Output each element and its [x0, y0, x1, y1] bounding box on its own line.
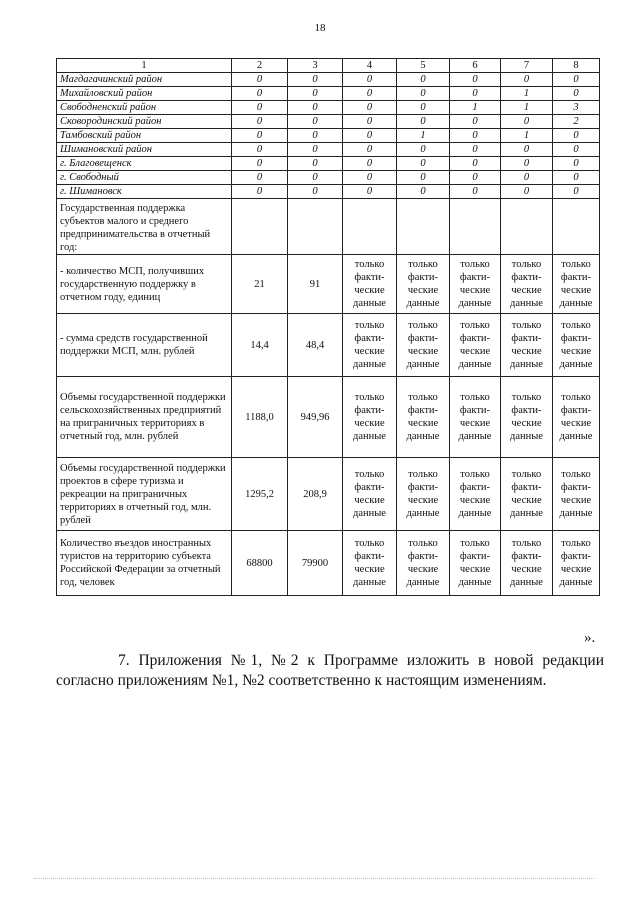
- indicator-label: - количество МСП, получивших государственную поддержку в отчетном году, единиц: [57, 255, 232, 314]
- table-cell: 0: [450, 87, 501, 101]
- column-header: 4: [343, 59, 397, 73]
- table-cell: 1: [450, 101, 501, 115]
- table-cell: 3: [553, 101, 600, 115]
- note-cell: только факти-ческие данные: [501, 314, 553, 377]
- note-cell: только факти-ческие данные: [553, 531, 600, 596]
- indicator-label: Объемы государственной поддержки сельскохозяйственных предприятий на приграничных территориях в отчетный год, млн. рублей: [57, 377, 232, 458]
- note-cell: только факти-ческие данные: [397, 377, 450, 458]
- empty-cell: [450, 199, 501, 255]
- table-cell: 0: [397, 87, 450, 101]
- table-cell: 0: [450, 129, 501, 143]
- note-cell: только факти-ческие данные: [343, 377, 397, 458]
- district-name: г. Шимановск: [57, 185, 232, 199]
- table-cell: 0: [397, 73, 450, 87]
- column-header: 7: [501, 59, 553, 73]
- table-cell: 0: [288, 157, 343, 171]
- table-cell: 1: [501, 129, 553, 143]
- indicator-value: 68800: [232, 531, 288, 596]
- indicator-value: 79900: [288, 531, 343, 596]
- note-cell: только факти-ческие данные: [501, 377, 553, 458]
- district-name: г. Благовещенск: [57, 157, 232, 171]
- table-cell: 0: [553, 157, 600, 171]
- amendment-paragraph: 7. Приложения №1, №2 к Программе изложить в новой редакции согласно приложениям №1, №2 соответственно к настоящим изменениям.: [56, 652, 604, 689]
- table-cell: 0: [450, 171, 501, 185]
- note-cell: только факти-ческие данные: [343, 255, 397, 314]
- table-cell: 0: [232, 115, 288, 129]
- table-cell: 0: [501, 143, 553, 157]
- indicator-value: 21: [232, 255, 288, 314]
- indicator-value: 14,4: [232, 314, 288, 377]
- table-cell: 0: [343, 171, 397, 185]
- scan-dotted-edge: [34, 878, 594, 879]
- district-name: Магдагачинский район: [57, 73, 232, 87]
- table-cell: 0: [232, 143, 288, 157]
- table-cell: 1: [501, 101, 553, 115]
- note-cell: только факти-ческие данные: [397, 531, 450, 596]
- indicator-row: [57, 531, 600, 596]
- table-row: [57, 143, 600, 157]
- header-row: [57, 59, 600, 73]
- note-cell: только факти-ческие данные: [343, 458, 397, 531]
- table-cell: 0: [343, 143, 397, 157]
- table-cell: 0: [397, 101, 450, 115]
- note-cell: только факти-ческие данные: [450, 377, 501, 458]
- empty-cell: [397, 199, 450, 255]
- indicator-value: 1295,2: [232, 458, 288, 531]
- note-cell: только факти-ческие данные: [553, 255, 600, 314]
- table-row: [57, 115, 600, 129]
- table-cell: 0: [343, 73, 397, 87]
- table-row: [57, 157, 600, 171]
- table-cell: 0: [397, 143, 450, 157]
- indicator-row: [57, 377, 600, 458]
- empty-cell: [553, 199, 600, 255]
- indicator-label: Объемы государственной поддержки проектов в сфере туризма и рекреации на приграничных территориях в отчетный год, млн. рублей: [57, 458, 232, 531]
- table-cell: 0: [343, 129, 397, 143]
- indicator-label: Количество въездов иностранных туристов на территорию субъекта Российской Федерации за отчетный год, человек: [57, 531, 232, 596]
- table-row: [57, 129, 600, 143]
- table-cell: 0: [288, 143, 343, 157]
- column-header: 1: [57, 59, 232, 73]
- table-cell: 2: [553, 115, 600, 129]
- note-cell: только факти-ческие данные: [343, 531, 397, 596]
- note-cell: только факти-ческие данные: [501, 531, 553, 596]
- indicator-label: - сумма средств государственной поддержки МСП, млн. рублей: [57, 314, 232, 377]
- note-cell: только факти-ческие данные: [397, 255, 450, 314]
- table-cell: 0: [343, 87, 397, 101]
- indicator-value: 1188,0: [232, 377, 288, 458]
- table-cell: 0: [343, 157, 397, 171]
- table-cell: 0: [288, 185, 343, 199]
- note-cell: только факти-ческие данные: [450, 255, 501, 314]
- table-cell: 0: [397, 171, 450, 185]
- table-cell: 0: [450, 115, 501, 129]
- table-cell: 0: [397, 157, 450, 171]
- table-cell: 0: [501, 73, 553, 87]
- table-cell: 0: [501, 157, 553, 171]
- empty-cell: [343, 199, 397, 255]
- table-cell: 0: [450, 73, 501, 87]
- district-name: Сковородинский район: [57, 115, 232, 129]
- table-cell: 1: [397, 129, 450, 143]
- note-cell: только факти-ческие данные: [501, 255, 553, 314]
- district-name: Тамбовский район: [57, 129, 232, 143]
- note-cell: только факти-ческие данные: [397, 458, 450, 531]
- table-cell: 0: [288, 73, 343, 87]
- table-cell: 0: [288, 87, 343, 101]
- table-cell: 0: [450, 157, 501, 171]
- table-row: [57, 171, 600, 185]
- table-cell: 0: [501, 171, 553, 185]
- empty-cell: [288, 199, 343, 255]
- empty-cell: [232, 199, 288, 255]
- indicator-value: 208,9: [288, 458, 343, 531]
- column-header: 6: [450, 59, 501, 73]
- table-cell: 0: [288, 129, 343, 143]
- table-row: [57, 101, 600, 115]
- table-cell: 0: [553, 129, 600, 143]
- table-cell: 0: [553, 143, 600, 157]
- note-cell: только факти-ческие данные: [397, 314, 450, 377]
- note-cell: только факти-ческие данные: [553, 458, 600, 531]
- table-row: [57, 73, 600, 87]
- table-cell: 0: [288, 101, 343, 115]
- table-cell: 0: [232, 73, 288, 87]
- closing-quote: ».: [584, 630, 596, 646]
- table-row: [57, 87, 600, 101]
- column-header: 8: [553, 59, 600, 73]
- table-cell: 0: [232, 101, 288, 115]
- table-cell: 0: [553, 185, 600, 199]
- column-header: 3: [288, 59, 343, 73]
- indicator-value: 949,96: [288, 377, 343, 458]
- table-cell: 1: [501, 87, 553, 101]
- table-cell: 0: [397, 185, 450, 199]
- note-cell: только факти-ческие данные: [450, 458, 501, 531]
- indicator-row: [57, 458, 600, 531]
- table-cell: 0: [501, 185, 553, 199]
- note-cell: только факти-ческие данные: [553, 314, 600, 377]
- indicator-row: [57, 255, 600, 314]
- indicator-value: 91: [288, 255, 343, 314]
- table-cell: 0: [450, 143, 501, 157]
- indicator-table: [56, 58, 600, 596]
- table-cell: 0: [288, 171, 343, 185]
- table-cell: 0: [343, 101, 397, 115]
- note-cell: только факти-ческие данные: [343, 314, 397, 377]
- section-header: Государственная поддержка субъектов малого и среднего предпринимательства в отчетный год:: [57, 199, 232, 255]
- table-cell: 0: [232, 185, 288, 199]
- note-cell: только факти-ческие данные: [553, 377, 600, 458]
- table-body: [57, 59, 600, 596]
- indicator-value: 48,4: [288, 314, 343, 377]
- empty-cell: [501, 199, 553, 255]
- note-cell: только факти-ческие данные: [450, 314, 501, 377]
- table-cell: 0: [343, 185, 397, 199]
- district-name: Михайловский район: [57, 87, 232, 101]
- table-cell: 0: [232, 157, 288, 171]
- table-cell: 0: [343, 115, 397, 129]
- table-cell: 0: [232, 87, 288, 101]
- table-row: [57, 185, 600, 199]
- table-cell: 0: [288, 115, 343, 129]
- note-cell: только факти-ческие данные: [501, 458, 553, 531]
- district-name: Свободненский район: [57, 101, 232, 115]
- table-cell: 0: [501, 115, 553, 129]
- column-header: 5: [397, 59, 450, 73]
- note-cell: только факти-ческие данные: [450, 531, 501, 596]
- table-cell: 0: [232, 171, 288, 185]
- table-cell: 0: [553, 87, 600, 101]
- table-cell: 0: [232, 129, 288, 143]
- indicator-row: [57, 314, 600, 377]
- district-name: г. Свободный: [57, 171, 232, 185]
- column-header: 2: [232, 59, 288, 73]
- page-number: 18: [314, 22, 326, 34]
- district-name: Шимановский район: [57, 143, 232, 157]
- table-cell: 0: [450, 185, 501, 199]
- table-cell: 0: [553, 73, 600, 87]
- section-header-row: [57, 199, 600, 255]
- table-cell: 0: [553, 171, 600, 185]
- table-cell: 0: [397, 115, 450, 129]
